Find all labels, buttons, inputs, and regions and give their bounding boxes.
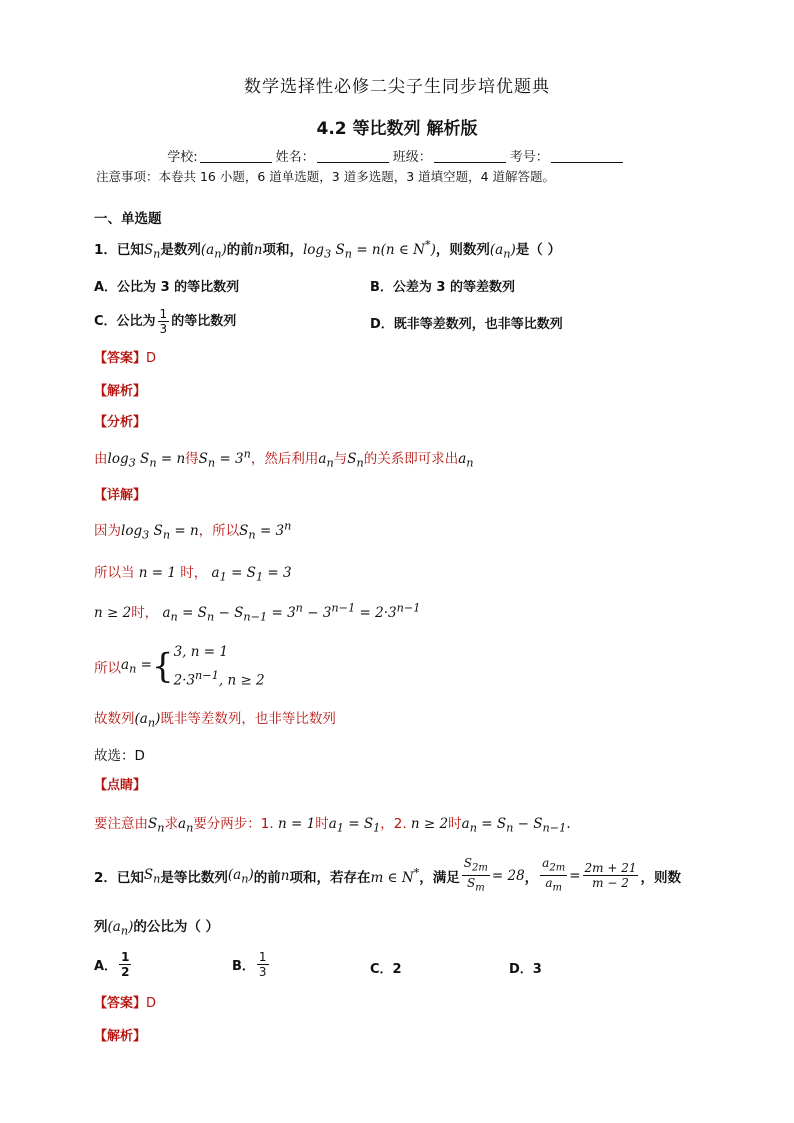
exam-label: 考号：	[509, 150, 549, 165]
q1-xiangjie-tag: 【详解】	[94, 488, 147, 503]
q1-line5: 故数列$(a_n)$既非等差数列，也非等比数列	[94, 711, 336, 730]
school-label: 学校:	[167, 150, 198, 165]
q1-line3: n ≥ 2时， $a_n = S_n - S_{n-1} = 3^n - 3^{n-1} = 2\cdot 3^{n-1}$	[94, 601, 421, 624]
name-label: 姓名：	[275, 150, 315, 165]
exam-blank[interactable]	[551, 150, 623, 163]
name-blank[interactable]	[317, 150, 389, 163]
class-label: 班级：	[392, 150, 432, 165]
q1-option-a[interactable]: A．公比为 3 的等比数列	[94, 280, 240, 295]
q1-choice-line: 故选：D	[94, 748, 145, 764]
student-info-line	[0, 146, 794, 165]
q2-option-d[interactable]: D．3	[509, 962, 542, 977]
q1-option-c[interactable]: C．公比为 $\frac{1}{3}$ 的等比数列	[94, 307, 237, 336]
q1-line1: 因为$\log_3 S_n = n$，所以$S_n = 3^n$	[94, 519, 292, 542]
q1-answer: 【答案】D	[94, 351, 157, 366]
q2-option-c[interactable]: C．2	[370, 962, 402, 977]
q1-dianjing-tag: 【点睛】	[94, 778, 147, 793]
q1-fenxi-text: 由$\log_3 S_n = n$得$S_n = 3^n$，然后利用$a_n$与$S_n$的关系即可求出$a_n$	[94, 447, 474, 470]
q1-option-b[interactable]: B．公差为 3 的等差数列	[370, 280, 516, 295]
q1-line4: 所以$a_n =\{3$, n = 1 $2\cdot 3^{n-1}$, n ≥ 2	[94, 644, 265, 689]
q1-option-d[interactable]: D．既非等差数列，也非等比数列	[370, 317, 563, 332]
section-title: 一、单选题	[94, 211, 162, 227]
q2-answer: 【答案】D	[94, 996, 157, 1011]
q1-line2: 所以当 n = 1 时， $a_1 = S_1 = 3$	[94, 565, 292, 584]
q2-stem-line1: 2．已知$S_n$是等比数列$(a_n)$的前n项和，若存在m ∈ N*，满足 $\frac{S_{2m}}{S_m}$ = 28， $\frac{a_{2m}}{a_m}$ = $\frac{2m + 21}{m - 2}$ ，则数	[94, 856, 681, 894]
q1-fenxi-tag: 【分析】	[94, 415, 147, 430]
q1-stem: 1．已知$S_n$是数列$(a_n)$的前n项和，$\log_3 S_n = n(n$ ∈ N*)，则数列$(a_n)$是（ ）	[94, 238, 561, 261]
q1-jiexi-tag: 【解析】	[94, 384, 147, 399]
q1-dianjing-text: 要注意由$S_n$求$a_n$要分两步：1. n = 1时$a_1 = S_1$，2. n ≥ 2时$a_n = S_n - S_{n-1}$.	[94, 816, 571, 835]
page-title: 4.2 等比数列 解析版	[316, 119, 478, 139]
school-blank[interactable]	[200, 150, 272, 163]
class-blank[interactable]	[434, 150, 506, 163]
notice: 注意事项：本卷共 16 小题，6 道单选题，3 道多选题，3 道填空题，4 道解答题。	[96, 169, 556, 184]
series-title: 数学选择性必修二尖子生同步培优题典	[244, 77, 550, 97]
q2-option-b[interactable]: B． $\frac{1}{3}$	[232, 950, 267, 979]
q2-stem-line2: 列$(a_n)$的公比为（ ）	[94, 919, 220, 938]
q2-option-a[interactable]: A． $\frac{1}{2}$	[94, 950, 130, 979]
q2-jiexi-tag: 【解析】	[94, 1029, 147, 1044]
